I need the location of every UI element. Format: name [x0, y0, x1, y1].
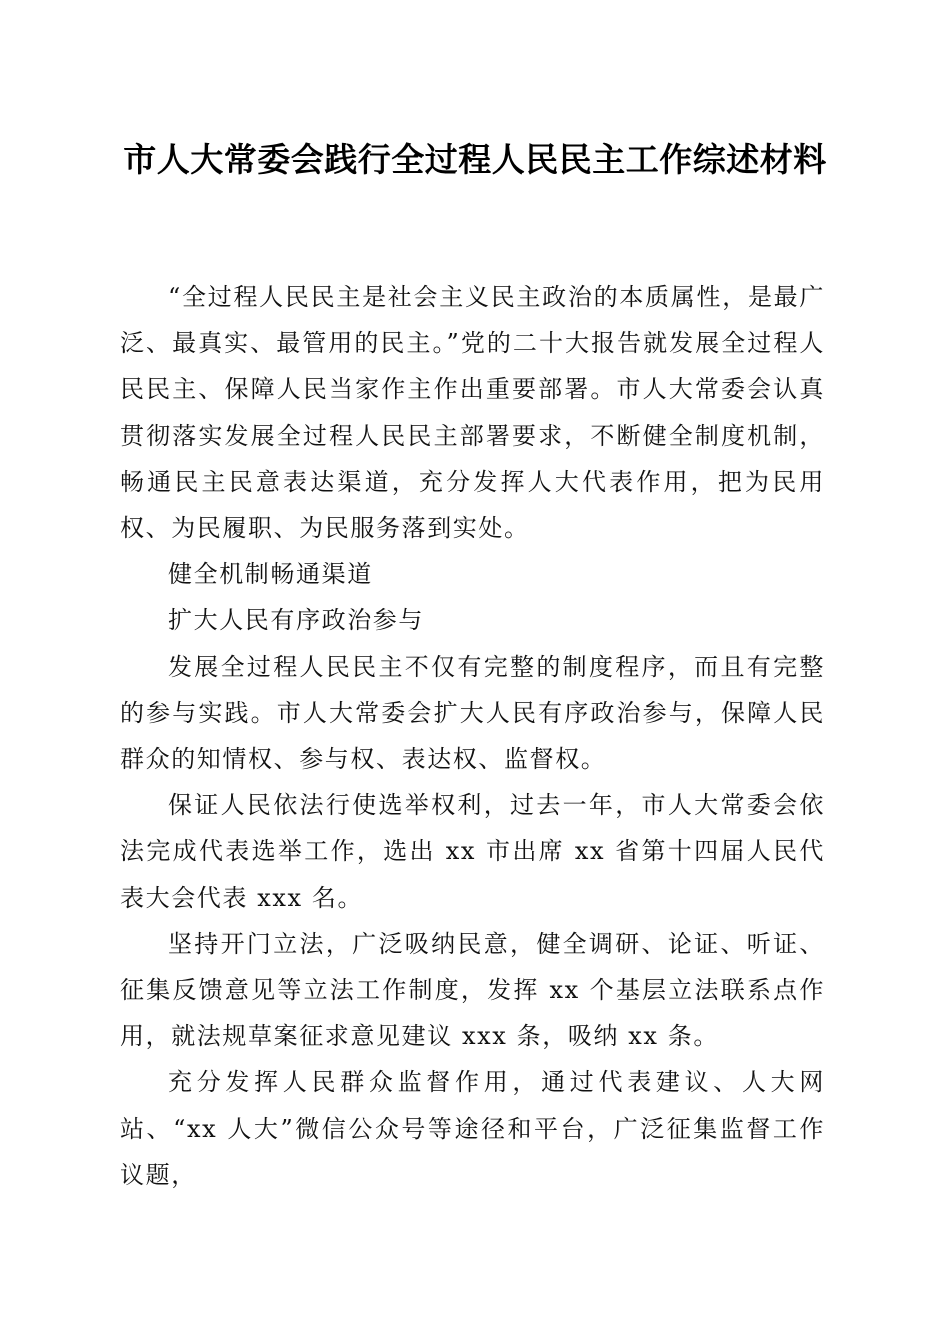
paragraph-legislation: 坚持开门立法，广泛吸纳民意，健全调研、论证、听证、征集反馈意见等立法工作制度，发挥 xx 个基层立法联系点作用，就法规草案征求意见建议 xxx 条，吸纳 xx 条。 [120, 929, 825, 1051]
section-heading-mechanism: 健全机制畅通渠道 [168, 560, 373, 589]
paragraph-intro: “全过程人民民主是社会主义民主政治的本质属性，是最广泛、最真实、最管用的民主。”党的二十大报告就发展全过程人民民主、保障人民当家作主作出重要部署。市人大常委会认真贯彻落实发展全过程人民民主部署要求，不断健全制度机制，畅通民主民意表达渠道，充分发挥人大代表作用，把为民用权、为民履职、为民服务落到实处。 [120, 283, 825, 543]
document-title: 市人大常委会践行全过程人民民主工作综述材料 [123, 140, 827, 179]
paragraph-election: 保证人民依法行使选举权利，过去一年，市人大常委会依法完成代表选举工作，选出 xx 市出席 xx 省第十四届人民代表大会代表 xxx 名。 [120, 791, 825, 912]
paragraph-supervision: 充分发挥人民群众监督作用，通过代表建议、人大网站、“xx 人大”微信公众号等途径和平台，广泛征集监督工作议题， [120, 1068, 825, 1189]
document-body [120, 274, 825, 1198]
paragraph-participation: 发展全过程人民民主不仅有完整的制度程序，而且有完整的参与实践。市人大常委会扩大人民有序政治参与，保障人民群众的知情权、参与权、表达权、监督权。 [120, 652, 825, 774]
section-subheading-participation: 扩大人民有序政治参与 [168, 606, 424, 635]
